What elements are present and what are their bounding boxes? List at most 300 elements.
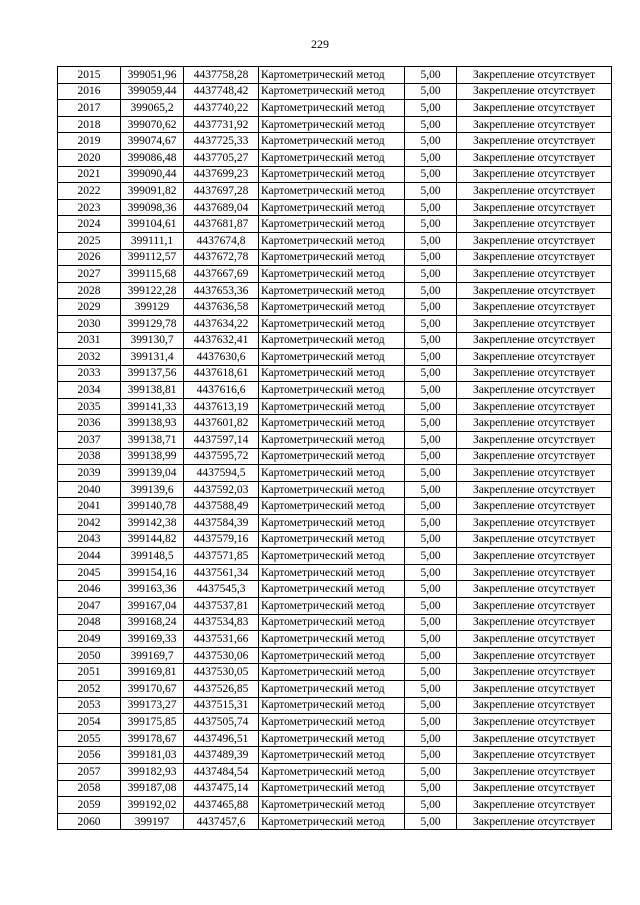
y-coordinate-cell: 4437758,28	[184, 67, 259, 84]
error-cell: 5,00	[405, 266, 457, 283]
method-cell: Картометрический метод	[259, 382, 405, 399]
error-cell: 5,00	[405, 199, 457, 216]
table-row	[58, 216, 612, 233]
fixation-cell: Закрепление отсутствует	[457, 730, 612, 747]
fixation-cell: Закрепление отсутствует	[457, 149, 612, 166]
point-number-cell: 2023	[58, 199, 121, 216]
y-coordinate-cell: 4437530,06	[184, 647, 259, 664]
table-row	[58, 266, 612, 283]
x-coordinate-cell: 399197	[121, 813, 184, 830]
table-row	[58, 548, 612, 565]
point-number-cell: 2035	[58, 398, 121, 415]
table-row	[58, 498, 612, 515]
fixation-cell: Закрепление отсутствует	[457, 481, 612, 498]
y-coordinate-cell: 4437595,72	[184, 448, 259, 465]
y-coordinate-cell: 4437731,92	[184, 116, 259, 133]
error-cell: 5,00	[405, 747, 457, 764]
table-row	[58, 166, 612, 183]
point-number-cell: 2019	[58, 133, 121, 150]
error-cell: 5,00	[405, 515, 457, 532]
point-number-cell: 2016	[58, 83, 121, 100]
error-cell: 5,00	[405, 614, 457, 631]
table-row	[58, 83, 612, 100]
y-coordinate-cell: 4437689,04	[184, 199, 259, 216]
x-coordinate-cell: 399181,03	[121, 747, 184, 764]
error-cell: 5,00	[405, 647, 457, 664]
point-number-cell: 2029	[58, 299, 121, 316]
error-cell: 5,00	[405, 100, 457, 117]
point-number-cell: 2038	[58, 448, 121, 465]
method-cell: Картометрический метод	[259, 199, 405, 216]
fixation-cell: Закрепление отсутствует	[457, 282, 612, 299]
y-coordinate-cell: 4437465,88	[184, 797, 259, 814]
x-coordinate-cell: 399173,27	[121, 697, 184, 714]
fixation-cell: Закрепление отсутствует	[457, 349, 612, 366]
table-row	[58, 133, 612, 150]
x-coordinate-cell: 399182,93	[121, 763, 184, 780]
error-cell: 5,00	[405, 398, 457, 415]
fixation-cell: Закрепление отсутствует	[457, 797, 612, 814]
method-cell: Картометрический метод	[259, 133, 405, 150]
y-coordinate-cell: 4437561,34	[184, 564, 259, 581]
method-cell: Картометрический метод	[259, 598, 405, 615]
table-row	[58, 813, 612, 830]
error-cell: 5,00	[405, 332, 457, 349]
x-coordinate-cell: 399169,33	[121, 631, 184, 648]
method-cell: Картометрический метод	[259, 100, 405, 117]
method-cell: Картометрический метод	[259, 365, 405, 382]
point-number-cell: 2021	[58, 166, 121, 183]
y-coordinate-cell: 4437484,54	[184, 763, 259, 780]
fixation-cell: Закрепление отсутствует	[457, 813, 612, 830]
fixation-cell: Закрепление отсутствует	[457, 598, 612, 615]
point-number-cell: 2054	[58, 714, 121, 731]
error-cell: 5,00	[405, 149, 457, 166]
y-coordinate-cell: 4437537,81	[184, 598, 259, 615]
point-number-cell: 2032	[58, 349, 121, 366]
x-coordinate-cell: 399065,2	[121, 100, 184, 117]
fixation-cell: Закрепление отсутствует	[457, 465, 612, 482]
y-coordinate-cell: 4437613,19	[184, 398, 259, 415]
method-cell: Картометрический метод	[259, 647, 405, 664]
fixation-cell: Закрепление отсутствует	[457, 216, 612, 233]
fixation-cell: Закрепление отсутствует	[457, 166, 612, 183]
method-cell: Картометрический метод	[259, 67, 405, 84]
fixation-cell: Закрепление отсутствует	[457, 515, 612, 532]
method-cell: Картометрический метод	[259, 631, 405, 648]
fixation-cell: Закрепление отсутствует	[457, 100, 612, 117]
fixation-cell: Закрепление отсутствует	[457, 432, 612, 449]
fixation-cell: Закрепление отсутствует	[457, 199, 612, 216]
method-cell: Картометрический метод	[259, 232, 405, 249]
point-number-cell: 2045	[58, 564, 121, 581]
x-coordinate-cell: 399139,04	[121, 465, 184, 482]
fixation-cell: Закрепление отсутствует	[457, 116, 612, 133]
method-cell: Картометрический метод	[259, 266, 405, 283]
table-row	[58, 365, 612, 382]
error-cell: 5,00	[405, 116, 457, 133]
method-cell: Картометрический метод	[259, 415, 405, 432]
method-cell: Картометрический метод	[259, 531, 405, 548]
x-coordinate-cell: 399139,6	[121, 481, 184, 498]
point-number-cell: 2052	[58, 680, 121, 697]
table-row	[58, 415, 612, 432]
method-cell: Картометрический метод	[259, 515, 405, 532]
x-coordinate-cell: 399137,56	[121, 365, 184, 382]
point-number-cell: 2046	[58, 581, 121, 598]
table-row	[58, 67, 612, 84]
y-coordinate-cell: 4437674,8	[184, 232, 259, 249]
error-cell: 5,00	[405, 432, 457, 449]
y-coordinate-cell: 4437601,82	[184, 415, 259, 432]
x-coordinate-cell: 399130,7	[121, 332, 184, 349]
point-number-cell: 2041	[58, 498, 121, 515]
fixation-cell: Закрепление отсутствует	[457, 780, 612, 797]
method-cell: Картометрический метод	[259, 448, 405, 465]
error-cell: 5,00	[405, 564, 457, 581]
x-coordinate-cell: 399178,67	[121, 730, 184, 747]
error-cell: 5,00	[405, 697, 457, 714]
method-cell: Картометрический метод	[259, 398, 405, 415]
x-coordinate-cell: 399169,7	[121, 647, 184, 664]
method-cell: Картометрический метод	[259, 332, 405, 349]
point-number-cell: 2028	[58, 282, 121, 299]
fixation-cell: Закрепление отсутствует	[457, 398, 612, 415]
method-cell: Картометрический метод	[259, 714, 405, 731]
point-number-cell: 2027	[58, 266, 121, 283]
x-coordinate-cell: 399192,02	[121, 797, 184, 814]
page-number: 229	[311, 37, 329, 51]
fixation-cell: Закрепление отсутствует	[457, 315, 612, 332]
method-cell: Картометрический метод	[259, 664, 405, 681]
y-coordinate-cell: 4437534,83	[184, 614, 259, 631]
table-row	[58, 149, 612, 166]
method-cell: Картометрический метод	[259, 166, 405, 183]
y-coordinate-cell: 4437636,58	[184, 299, 259, 316]
table-row	[58, 664, 612, 681]
y-coordinate-cell: 4437526,85	[184, 680, 259, 697]
method-cell: Картометрический метод	[259, 315, 405, 332]
x-coordinate-cell: 399170,67	[121, 680, 184, 697]
fixation-cell: Закрепление отсутствует	[457, 548, 612, 565]
error-cell: 5,00	[405, 498, 457, 515]
fixation-cell: Закрепление отсутствует	[457, 647, 612, 664]
error-cell: 5,00	[405, 249, 457, 266]
y-coordinate-cell: 4437748,42	[184, 83, 259, 100]
y-coordinate-cell: 4437496,51	[184, 730, 259, 747]
table-row	[58, 730, 612, 747]
table-row	[58, 680, 612, 697]
method-cell: Картометрический метод	[259, 747, 405, 764]
x-coordinate-cell: 399122,28	[121, 282, 184, 299]
point-number-cell: 2060	[58, 813, 121, 830]
x-coordinate-cell: 399070,62	[121, 116, 184, 133]
method-cell: Картометрический метод	[259, 564, 405, 581]
table-row	[58, 382, 612, 399]
x-coordinate-cell: 399138,99	[121, 448, 184, 465]
x-coordinate-cell: 399163,36	[121, 581, 184, 598]
table-row	[58, 315, 612, 332]
table-row	[58, 797, 612, 814]
point-number-cell: 2024	[58, 216, 121, 233]
table-row	[58, 481, 612, 498]
x-coordinate-cell: 399169,81	[121, 664, 184, 681]
table-row	[58, 349, 612, 366]
x-coordinate-cell: 399131,4	[121, 349, 184, 366]
error-cell: 5,00	[405, 797, 457, 814]
point-number-cell: 2040	[58, 481, 121, 498]
error-cell: 5,00	[405, 531, 457, 548]
y-coordinate-cell: 4437588,49	[184, 498, 259, 515]
error-cell: 5,00	[405, 448, 457, 465]
y-coordinate-cell: 4437699,23	[184, 166, 259, 183]
x-coordinate-cell: 399168,24	[121, 614, 184, 631]
error-cell: 5,00	[405, 216, 457, 233]
error-cell: 5,00	[405, 714, 457, 731]
error-cell: 5,00	[405, 232, 457, 249]
table-row	[58, 465, 612, 482]
point-number-cell: 2056	[58, 747, 121, 764]
fixation-cell: Закрепление отсутствует	[457, 415, 612, 432]
method-cell: Картометрический метод	[259, 282, 405, 299]
coordinates-table	[57, 66, 612, 830]
fixation-cell: Закрепление отсутствует	[457, 531, 612, 548]
x-coordinate-cell: 399167,04	[121, 598, 184, 615]
point-number-cell: 2047	[58, 598, 121, 615]
y-coordinate-cell: 4437597,14	[184, 432, 259, 449]
method-cell: Картометрический метод	[259, 780, 405, 797]
y-coordinate-cell: 4437594,5	[184, 465, 259, 482]
y-coordinate-cell: 4437515,31	[184, 697, 259, 714]
error-cell: 5,00	[405, 349, 457, 366]
method-cell: Картометрический метод	[259, 680, 405, 697]
point-number-cell: 2042	[58, 515, 121, 532]
y-coordinate-cell: 4437740,22	[184, 100, 259, 117]
error-cell: 5,00	[405, 365, 457, 382]
table-row	[58, 564, 612, 581]
table-row	[58, 116, 612, 133]
table-row	[58, 631, 612, 648]
y-coordinate-cell: 4437681,87	[184, 216, 259, 233]
x-coordinate-cell: 399098,36	[121, 199, 184, 216]
error-cell: 5,00	[405, 465, 457, 482]
x-coordinate-cell: 399086,48	[121, 149, 184, 166]
method-cell: Картометрический метод	[259, 183, 405, 200]
table-row	[58, 232, 612, 249]
table-row	[58, 614, 612, 631]
x-coordinate-cell: 399144,82	[121, 531, 184, 548]
error-cell: 5,00	[405, 415, 457, 432]
method-cell: Картометрический метод	[259, 581, 405, 598]
method-cell: Картометрический метод	[259, 763, 405, 780]
point-number-cell: 2017	[58, 100, 121, 117]
point-number-cell: 2048	[58, 614, 121, 631]
table-row	[58, 282, 612, 299]
error-cell: 5,00	[405, 664, 457, 681]
point-number-cell: 2050	[58, 647, 121, 664]
point-number-cell: 2057	[58, 763, 121, 780]
fixation-cell: Закрепление отсутствует	[457, 498, 612, 515]
table-row	[58, 332, 612, 349]
x-coordinate-cell: 399138,81	[121, 382, 184, 399]
y-coordinate-cell: 4437530,05	[184, 664, 259, 681]
table-row	[58, 199, 612, 216]
method-cell: Картометрический метод	[259, 797, 405, 814]
x-coordinate-cell: 399074,67	[121, 133, 184, 150]
point-number-cell: 2015	[58, 67, 121, 84]
error-cell: 5,00	[405, 166, 457, 183]
fixation-cell: Закрепление отсутствует	[457, 232, 612, 249]
fixation-cell: Закрепление отсутствует	[457, 83, 612, 100]
table-row	[58, 432, 612, 449]
fixation-cell: Закрепление отсутствует	[457, 697, 612, 714]
table-row	[58, 647, 612, 664]
point-number-cell: 2051	[58, 664, 121, 681]
error-cell: 5,00	[405, 67, 457, 84]
table-row	[58, 515, 612, 532]
point-number-cell: 2055	[58, 730, 121, 747]
y-coordinate-cell: 4437705,27	[184, 149, 259, 166]
point-number-cell: 2020	[58, 149, 121, 166]
error-cell: 5,00	[405, 730, 457, 747]
point-number-cell: 2058	[58, 780, 121, 797]
method-cell: Картометрический метод	[259, 249, 405, 266]
point-number-cell: 2030	[58, 315, 121, 332]
fixation-cell: Закрепление отсутствует	[457, 564, 612, 581]
point-number-cell: 2037	[58, 432, 121, 449]
table-row	[58, 299, 612, 316]
y-coordinate-cell: 4437634,22	[184, 315, 259, 332]
point-number-cell: 2031	[58, 332, 121, 349]
y-coordinate-cell: 4437584,39	[184, 515, 259, 532]
point-number-cell: 2039	[58, 465, 121, 482]
y-coordinate-cell: 4437618,61	[184, 365, 259, 382]
table-row	[58, 531, 612, 548]
point-number-cell: 2049	[58, 631, 121, 648]
method-cell: Картометрический метод	[259, 432, 405, 449]
method-cell: Картометрический метод	[259, 730, 405, 747]
table-row	[58, 780, 612, 797]
y-coordinate-cell: 4437531,66	[184, 631, 259, 648]
fixation-cell: Закрепление отсутствует	[457, 67, 612, 84]
fixation-cell: Закрепление отсутствует	[457, 448, 612, 465]
error-cell: 5,00	[405, 282, 457, 299]
y-coordinate-cell: 4437725,33	[184, 133, 259, 150]
point-number-cell: 2059	[58, 797, 121, 814]
x-coordinate-cell: 399051,96	[121, 67, 184, 84]
y-coordinate-cell: 4437545,3	[184, 581, 259, 598]
x-coordinate-cell: 399059,44	[121, 83, 184, 100]
point-number-cell: 2044	[58, 548, 121, 565]
y-coordinate-cell: 4437672,78	[184, 249, 259, 266]
table-row	[58, 100, 612, 117]
table-row	[58, 398, 612, 415]
error-cell: 5,00	[405, 813, 457, 830]
table-row	[58, 747, 612, 764]
error-cell: 5,00	[405, 763, 457, 780]
fixation-cell: Закрепление отсутствует	[457, 664, 612, 681]
fixation-cell: Закрепление отсутствует	[457, 747, 612, 764]
y-coordinate-cell: 4437592,03	[184, 481, 259, 498]
method-cell: Картометрический метод	[259, 481, 405, 498]
fixation-cell: Закрепление отсутствует	[457, 763, 612, 780]
x-coordinate-cell: 399148,5	[121, 548, 184, 565]
error-cell: 5,00	[405, 315, 457, 332]
y-coordinate-cell: 4437653,36	[184, 282, 259, 299]
x-coordinate-cell: 399129	[121, 299, 184, 316]
error-cell: 5,00	[405, 83, 457, 100]
table-row	[58, 697, 612, 714]
table-row	[58, 581, 612, 598]
table-row	[58, 448, 612, 465]
x-coordinate-cell: 399140,78	[121, 498, 184, 515]
y-coordinate-cell: 4437457,6	[184, 813, 259, 830]
method-cell: Картометрический метод	[259, 465, 405, 482]
table-row	[58, 763, 612, 780]
method-cell: Картометрический метод	[259, 83, 405, 100]
error-cell: 5,00	[405, 631, 457, 648]
error-cell: 5,00	[405, 481, 457, 498]
fixation-cell: Закрепление отсутствует	[457, 332, 612, 349]
fixation-cell: Закрепление отсутствует	[457, 365, 612, 382]
point-number-cell: 2034	[58, 382, 121, 399]
point-number-cell: 2025	[58, 232, 121, 249]
y-coordinate-cell: 4437630,6	[184, 349, 259, 366]
table-row	[58, 598, 612, 615]
x-coordinate-cell: 399138,93	[121, 415, 184, 432]
x-coordinate-cell: 399129,78	[121, 315, 184, 332]
x-coordinate-cell: 399091,82	[121, 183, 184, 200]
point-number-cell: 2026	[58, 249, 121, 266]
method-cell: Картометрический метод	[259, 548, 405, 565]
method-cell: Картометрический метод	[259, 614, 405, 631]
point-number-cell: 2033	[58, 365, 121, 382]
method-cell: Картометрический метод	[259, 349, 405, 366]
y-coordinate-cell: 4437489,39	[184, 747, 259, 764]
method-cell: Картометрический метод	[259, 216, 405, 233]
fixation-cell: Закрепление отсутствует	[457, 299, 612, 316]
error-cell: 5,00	[405, 133, 457, 150]
y-coordinate-cell: 4437667,69	[184, 266, 259, 283]
point-number-cell: 2043	[58, 531, 121, 548]
method-cell: Картометрический метод	[259, 498, 405, 515]
y-coordinate-cell: 4437616,6	[184, 382, 259, 399]
y-coordinate-cell: 4437632,41	[184, 332, 259, 349]
x-coordinate-cell: 399112,57	[121, 249, 184, 266]
x-coordinate-cell: 399104,61	[121, 216, 184, 233]
error-cell: 5,00	[405, 548, 457, 565]
method-cell: Картометрический метод	[259, 116, 405, 133]
x-coordinate-cell: 399138,71	[121, 432, 184, 449]
point-number-cell: 2022	[58, 183, 121, 200]
fixation-cell: Закрепление отсутствует	[457, 614, 612, 631]
fixation-cell: Закрепление отсутствует	[457, 382, 612, 399]
y-coordinate-cell: 4437571,85	[184, 548, 259, 565]
y-coordinate-cell: 4437505,74	[184, 714, 259, 731]
error-cell: 5,00	[405, 183, 457, 200]
fixation-cell: Закрепление отсутствует	[457, 680, 612, 697]
method-cell: Картометрический метод	[259, 697, 405, 714]
x-coordinate-cell: 399115,68	[121, 266, 184, 283]
point-number-cell: 2018	[58, 116, 121, 133]
method-cell: Картометрический метод	[259, 813, 405, 830]
point-number-cell: 2053	[58, 697, 121, 714]
error-cell: 5,00	[405, 680, 457, 697]
fixation-cell: Закрепление отсутствует	[457, 133, 612, 150]
table-row	[58, 249, 612, 266]
y-coordinate-cell: 4437475,14	[184, 780, 259, 797]
x-coordinate-cell: 399175,85	[121, 714, 184, 731]
